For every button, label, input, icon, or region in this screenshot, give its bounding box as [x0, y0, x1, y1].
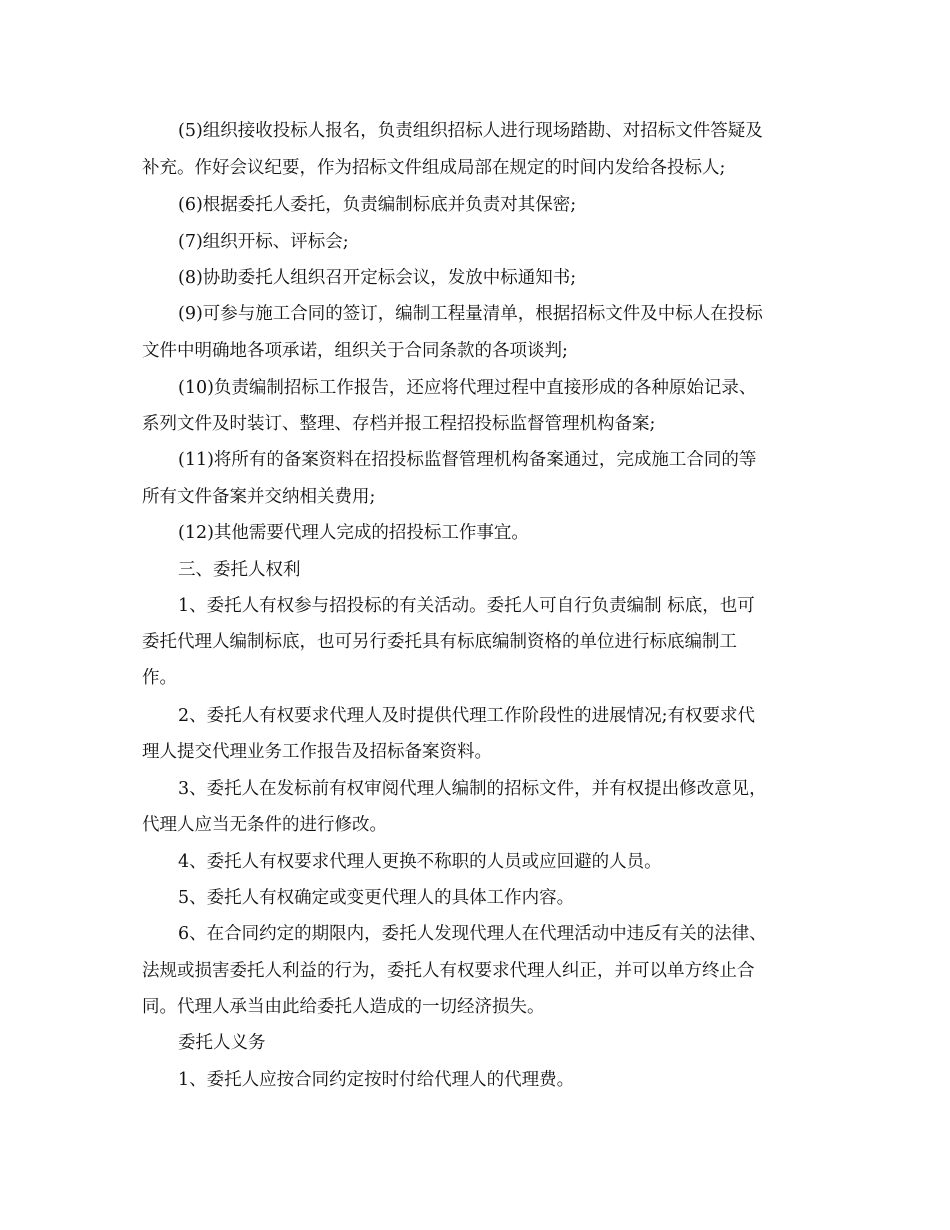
paragraph-line: 补充。作好会议纪要，作为招标文件组成局部在规定的时间内发给各投标人; — [142, 158, 726, 178]
paragraph-line: 系列文件及时装订、整理、存档并报工程招投标监督管理机构备案; — [142, 414, 656, 434]
paragraph-line: (8)协助委托人组织召开定标会议，发放中标通知书; — [178, 268, 577, 288]
paragraph-line: (10)负责编制招标工作报告，还应将代理过程中直接形成的各种原始记录、 — [178, 378, 757, 398]
paragraph-line: 3、委托人在发标前有权审阅代理人编制的招标文件，并有权提出修改意见， — [178, 779, 767, 799]
paragraph-line: 作。 — [142, 668, 177, 688]
paragraph-line: 6、在合同约定的期限内，委托人发现代理人在代理活动中违反有关的法律、 — [178, 924, 767, 944]
paragraph-line: 代理人应当无条件的进行修改。 — [142, 815, 387, 835]
paragraph-line: 同。代理人承当由此给委托人造成的一切经济损失。 — [142, 997, 545, 1017]
paragraph-line: (12)其他需要代理人完成的招投标工作事宜。 — [178, 523, 529, 543]
paragraph-line: 5、委托人有权确定或变更代理人的具体工作内容。 — [178, 888, 575, 908]
paragraph-line: (7)组织开标、评标会; — [178, 232, 349, 252]
paragraph-line: 4、委托人有权要求代理人更换不称职的人员或应回避的人员。 — [178, 852, 662, 872]
paragraph-line: (9)可参与施工合同的签订，编制工程量清单，根据招标文件及中标人在投标 — [178, 304, 763, 324]
paragraph-line: 委托代理人编制标底，也可另行委托具有标底编制资格的单位进行标底编制工 — [142, 632, 737, 652]
paragraph-line: 1、委托人有权参与招投标的有关活动。委托人可自行负责编制 标底，也可 — [178, 596, 755, 616]
paragraph-line: 所有文件备案并交纳相关费用; — [142, 487, 376, 507]
paragraph-line: 法规或损害委托人利益的行为，委托人有权要求代理人纠正，并可以单方终止合 — [142, 961, 755, 981]
paragraph-line: (5)组织接收投标人报名，负责组织招标人进行现场踏勘、对招标文件答疑及 — [178, 121, 763, 141]
paragraph-line: (11)将所有的备案资料在招投标监督管理机构备案通过，完成施工合同的等 — [178, 450, 757, 470]
paragraph-line: 理人提交代理业务工作报告及招标备案资料。 — [142, 742, 492, 762]
paragraph-line: 文件中明确地各项承诺，组织关于合同条款的各项谈判; — [142, 341, 568, 361]
paragraph-line: 2、委托人有权要求代理人及时提供代理工作阶段性的进展情况;有权要求代 — [178, 706, 756, 726]
paragraph-line: (6)根据委托人委托，负责编制标底并负责对其保密; — [178, 195, 577, 215]
section-heading: 三、委托人权利 — [178, 560, 301, 580]
section-heading: 委托人义务 — [178, 1033, 266, 1053]
paragraph-line: 1、委托人应按合同约定按时付给代理人的代理费。 — [178, 1070, 575, 1090]
